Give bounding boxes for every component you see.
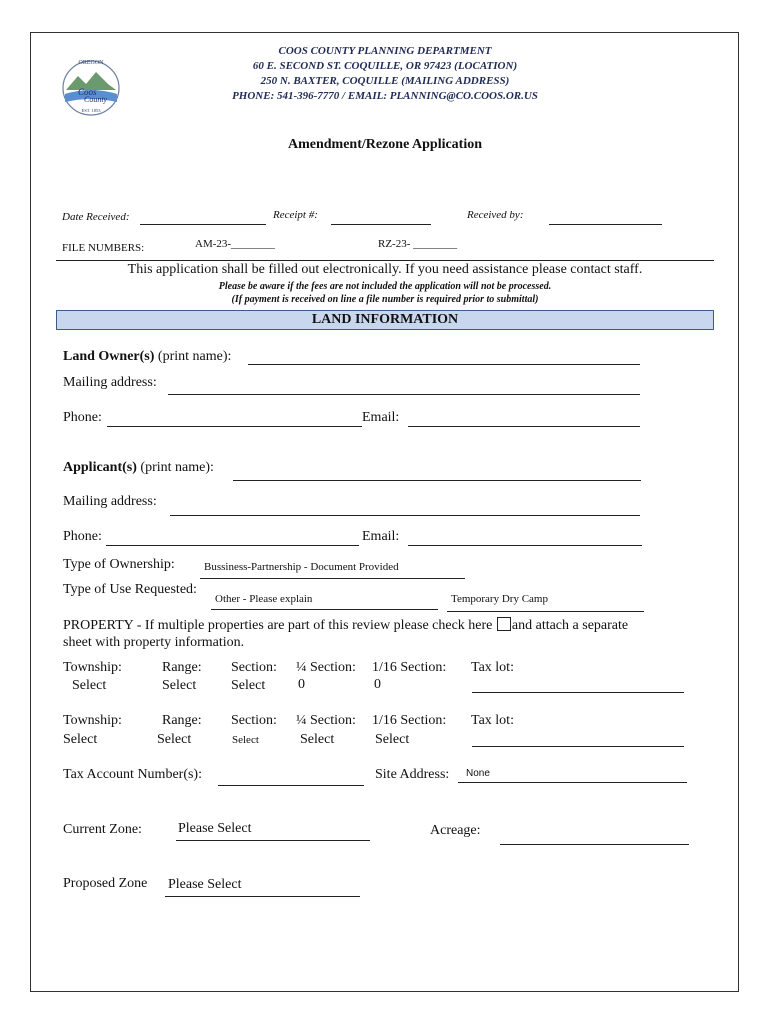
proposed-zone-dropdown[interactable]: Please Select <box>168 877 242 892</box>
tax-lot-field-2[interactable] <box>472 746 684 747</box>
received-by-label: Received by: <box>467 209 524 221</box>
date-received-label: Date Received: <box>62 211 130 223</box>
section-select-2[interactable]: Select <box>232 734 259 746</box>
range-label-2: Range: <box>162 713 202 728</box>
acreage-field[interactable] <box>500 844 689 845</box>
applicant-mailing-label: Mailing address: <box>63 494 157 509</box>
owner-phone-field[interactable] <box>107 426 362 427</box>
sixteenth-section-label-1: 1/16 Section: <box>372 660 447 675</box>
township-select-1[interactable]: Select <box>72 678 107 693</box>
land-owner-name-field[interactable] <box>248 364 640 365</box>
applicant-label: Applicant(s) (print name): <box>63 460 214 475</box>
dept-name: COOS COUNTY PLANNING DEPARTMENT <box>278 45 492 57</box>
section-header-land-information: LAND INFORMATION <box>56 310 714 330</box>
use-type-underline <box>211 609 438 610</box>
dept-contact: PHONE: 541-396-7770 / EMAIL: PLANNING@CO.COOS.OR.US <box>232 90 538 102</box>
svg-text:EST. 1853: EST. 1853 <box>81 108 101 113</box>
quarter-section-select-2[interactable]: Select <box>300 732 335 747</box>
sixteenth-section-label-2: 1/16 Section: <box>372 713 447 728</box>
dept-location: 60 E. SECOND ST. COQUILLE, OR 97423 (LOCATION) <box>252 60 518 72</box>
multiple-properties-checkbox[interactable] <box>497 617 511 631</box>
acreage-label: Acreage: <box>430 823 481 838</box>
applicant-email-field[interactable] <box>408 545 642 546</box>
applicant-email-label: Email: <box>362 529 400 544</box>
quarter-section-label-2: ¼ Section: <box>296 713 356 728</box>
ownership-type-label: Type of Ownership: <box>63 557 175 572</box>
notice-payment: (If payment is received on line a file number is required prior to submittal) <box>231 294 539 305</box>
form-title: Amendment/Rezone Application <box>287 137 483 152</box>
section-label-1: Section: <box>231 660 277 675</box>
notice-fees: Please be aware if the fees are not included the application will not be processed. <box>218 281 552 292</box>
svg-text:County: County <box>84 95 108 104</box>
am-file-number[interactable]: AM-23-________ <box>195 238 276 250</box>
tax-lot-label-1: Tax lot: <box>471 660 514 675</box>
site-address-label: Site Address: <box>375 767 450 782</box>
owner-email-label: Email: <box>362 410 400 425</box>
use-type-dropdown[interactable]: Other - Please explain <box>215 593 313 605</box>
use-explain-underline <box>447 611 644 612</box>
page-frame <box>30 32 739 992</box>
owner-mailing-field[interactable] <box>168 394 640 395</box>
owner-email-field[interactable] <box>408 426 640 427</box>
current-zone-label: Current Zone: <box>63 822 142 837</box>
svg-text:OREGON: OREGON <box>78 60 104 66</box>
receipt-field[interactable] <box>331 224 431 225</box>
current-zone-underline <box>176 840 370 841</box>
tax-lot-field-1[interactable] <box>472 692 684 693</box>
applicant-name-field[interactable] <box>233 480 641 481</box>
property-instructions: PROPERTY - If multiple properties are part of this review please check here and attach a separate <box>63 618 629 633</box>
applicant-mailing-field[interactable] <box>170 515 640 516</box>
tax-lot-label-2: Tax lot: <box>471 713 514 728</box>
proposed-zone-label: Proposed Zone <box>63 876 148 891</box>
tax-account-label: Tax Account Number(s): <box>63 767 202 782</box>
township-label-1: Township: <box>63 660 122 675</box>
received-by-field[interactable] <box>549 224 662 225</box>
date-received-field[interactable] <box>140 224 266 225</box>
file-numbers-label: FILE NUMBERS: <box>62 242 145 254</box>
applicant-phone-field[interactable] <box>106 545 359 546</box>
coos-county-seal-logo <box>56 50 126 120</box>
sixteenth-section-select-2[interactable]: Select <box>375 732 410 747</box>
range-label-1: Range: <box>162 660 202 675</box>
ownership-type-dropdown[interactable]: Bussiness-Partnership - Document Provided <box>204 561 399 573</box>
current-zone-dropdown[interactable]: Please Select <box>178 821 252 836</box>
section-label-2: Section: <box>231 713 277 728</box>
sixteenth-section-select-1[interactable]: 0 <box>374 677 381 692</box>
proposed-zone-underline <box>165 896 360 897</box>
applicant-phone-label: Phone: <box>63 529 102 544</box>
township-label-2: Township: <box>63 713 122 728</box>
svg-text:Coos: Coos <box>78 87 97 97</box>
township-select-2[interactable]: Select <box>63 732 98 747</box>
use-explain-field[interactable]: Temporary Dry Camp <box>451 593 548 605</box>
quarter-section-label-1: ¼ Section: <box>296 660 356 675</box>
range-select-1[interactable]: Select <box>162 678 197 693</box>
tax-account-field[interactable] <box>218 785 364 786</box>
owner-phone-label: Phone: <box>63 410 102 425</box>
notice-electronic: This application shall be filled out electronically. If you need assistance please contact staff. <box>127 262 643 277</box>
land-owner-label: Land Owner(s) (print name): <box>63 349 232 364</box>
ownership-type-underline <box>200 578 465 579</box>
divider <box>56 260 714 261</box>
section-select-1[interactable]: Select <box>231 678 266 693</box>
site-address-field[interactable]: None <box>466 768 490 779</box>
dept-mailing: 250 N. BAXTER, COQUILLE (MAILING ADDRESS) <box>260 75 510 87</box>
use-type-label: Type of Use Requested: <box>63 582 197 597</box>
quarter-section-select-1[interactable]: 0 <box>298 677 305 692</box>
rz-file-number[interactable]: RZ-23- ________ <box>378 238 458 250</box>
site-address-underline <box>458 782 687 783</box>
owner-mailing-label: Mailing address: <box>63 375 157 390</box>
range-select-2[interactable]: Select <box>157 732 192 747</box>
receipt-label: Receipt #: <box>273 209 318 221</box>
property-instructions-2: sheet with property information. <box>63 635 245 650</box>
